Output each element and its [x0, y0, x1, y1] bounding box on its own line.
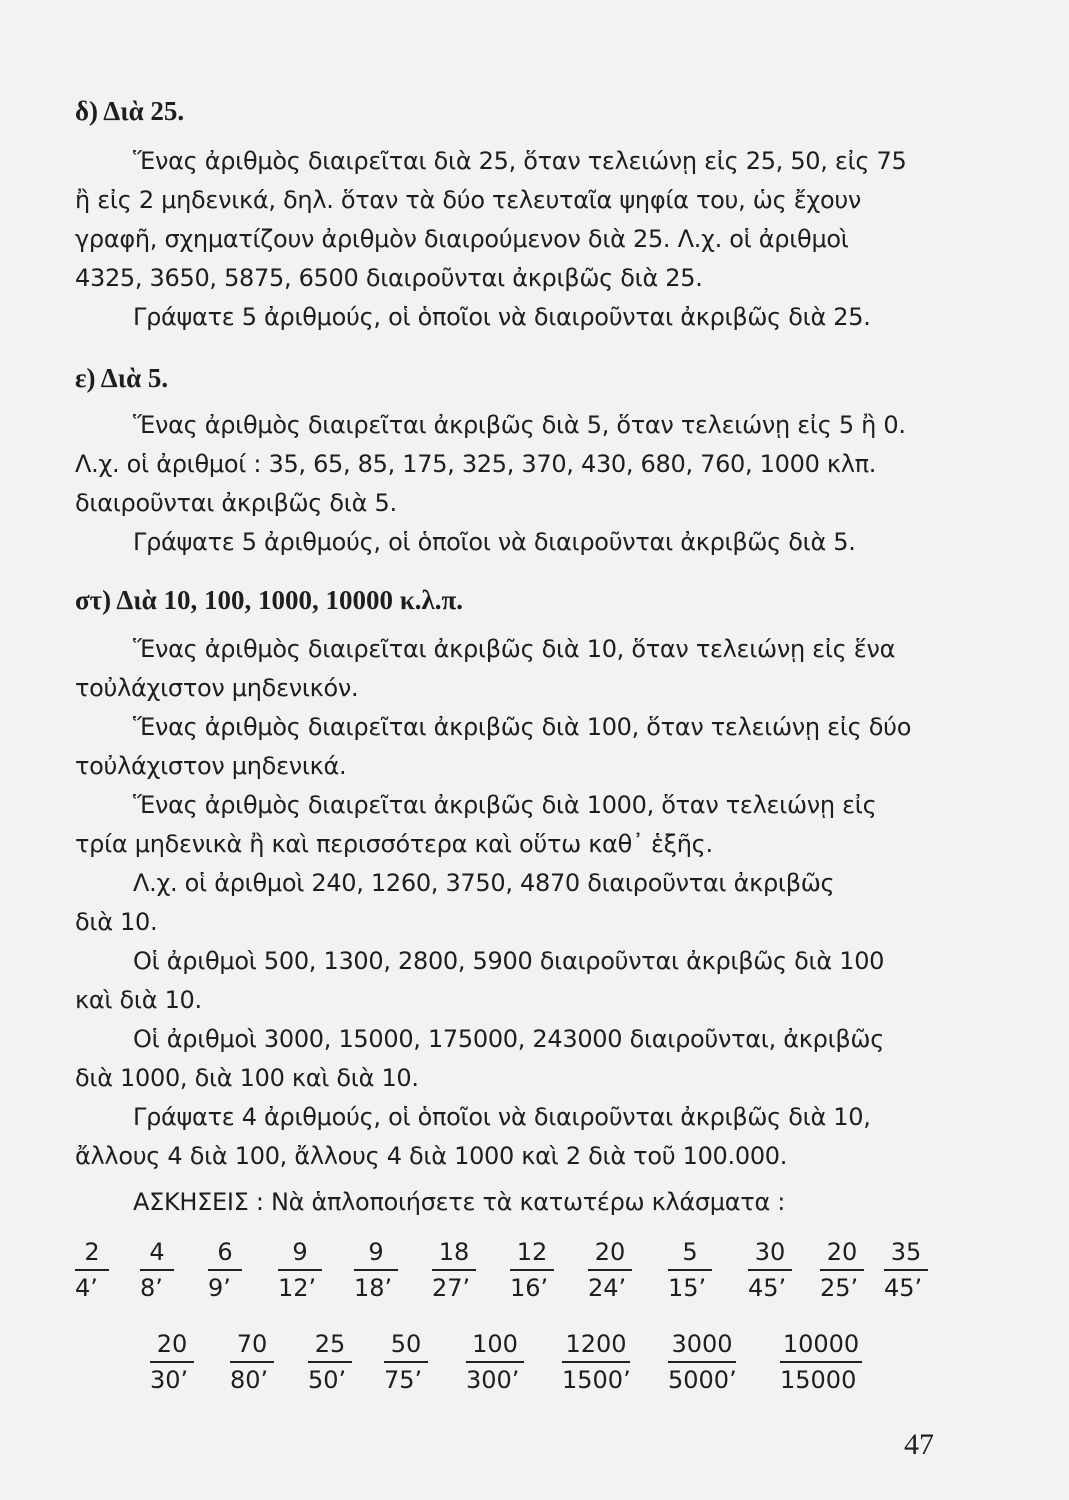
fraction [820, 1238, 864, 1302]
denominator: 45’ [748, 1273, 787, 1302]
numerator: 20 [156, 1330, 188, 1358]
denominator: 18’ [354, 1273, 393, 1302]
text-line: Ἕνας ἀριθμὸς διαιρεῖται διὰ 25, ὅταν τελειώνῃ εἰς 25, 50, εἰς 75 [133, 147, 907, 175]
exercises-block [75, 1183, 937, 1222]
text-line: Γράψατε 5 ἀριθμούς, οἱ ὁποῖοι νὰ διαιροῦνται ἀκριβῶς διὰ 25. [133, 303, 871, 331]
denominator: 12’ [278, 1273, 317, 1302]
numerator: 2 [84, 1238, 100, 1266]
text-line: Λ.χ. οἱ ἀριθμοί : 35, 65, 85, 175, 325, 370, 430, 680, 760, 1000 κλπ. [75, 450, 877, 478]
fraction-bar [562, 1361, 630, 1363]
text-line: διαιροῦνται ἀκριβῶς διὰ 5. [75, 489, 397, 517]
text-line: Λ.χ. οἱ ἀριθμοὶ 240, 1260, 3750, 4870 διαιροῦνται ἀκριβῶς [133, 869, 835, 897]
fraction-bar [432, 1269, 476, 1271]
section-paragraph-25 [75, 142, 937, 337]
numerator: 70 [236, 1330, 268, 1358]
fraction [384, 1330, 428, 1394]
numerator: 1200 [565, 1330, 627, 1358]
fraction [150, 1330, 194, 1394]
section-heading-25: δ) Διὰ 25. [75, 96, 185, 126]
text-line: Ἕνας ἀριθμὸς διαιρεῖται ἀκριβῶς διὰ 1000, ὅταν τελειώνῃ εἰς [133, 791, 877, 819]
fraction [588, 1238, 632, 1302]
denominator: 50’ [308, 1365, 347, 1394]
numerator: 4 [149, 1238, 165, 1266]
numerator: 9 [292, 1238, 308, 1266]
text-line: καὶ διὰ 10. [75, 986, 202, 1014]
fraction [884, 1238, 928, 1302]
fraction [140, 1238, 174, 1302]
denominator: 1500’ [562, 1365, 631, 1394]
denominator: 27’ [432, 1273, 471, 1302]
denominator: 4’ [75, 1273, 98, 1302]
fraction [562, 1330, 630, 1394]
fraction-bar [466, 1361, 524, 1363]
section-heading-10: στ) Διὰ 10, 100, 1000, 10000 κ.λ.π. [75, 585, 464, 615]
text-line: διὰ 1000, διὰ 100 καὶ διὰ 10. [75, 1064, 419, 1092]
numerator: 5 [682, 1238, 698, 1266]
denominator: 80’ [230, 1365, 269, 1394]
text-line: Ἕνας ἀριθμὸς διαιρεῖται ἀκριβῶς διὰ 10, ὅταν τελειώνῃ εἰς ἕνα [133, 635, 896, 663]
numerator: 25 [314, 1330, 346, 1358]
fraction [780, 1330, 862, 1394]
fraction-bar [668, 1269, 712, 1271]
numerator: 100 [472, 1330, 518, 1358]
text-line: Ἕνας ἀριθμὸς διαιρεῖται ἀκριβῶς διὰ 5, ὅταν τελειώνῃ εἰς 5 ἢ 0. [133, 411, 906, 439]
text-line: διὰ 10. [75, 908, 158, 936]
denominator: 8’ [140, 1273, 163, 1302]
denominator: 45’ [884, 1273, 923, 1302]
fraction-bar [820, 1269, 864, 1271]
section-paragraph-5 [75, 406, 937, 562]
denominator: 9’ [208, 1273, 231, 1302]
text-line: Οἱ ἀριθμοὶ 3000, 15000, 175000, 243000 διαιροῦνται, ἀκριβῶς [133, 1025, 884, 1053]
text-line: 4325, 3650, 5875, 6500 διαιροῦνται ἀκριβῶς διὰ 25. [75, 264, 703, 292]
fraction [466, 1330, 524, 1394]
denominator: 15’ [668, 1273, 707, 1302]
denominator: 24’ [588, 1273, 627, 1302]
numerator: 50 [390, 1330, 422, 1358]
fraction-bar [208, 1269, 242, 1271]
text-line: τρία μηδενικὰ ἢ καὶ περισσότερα καὶ οὕτω καθ᾿ ἑξῆς. [75, 830, 713, 858]
fraction-bar [588, 1269, 632, 1271]
fraction [75, 1238, 109, 1302]
fraction-bar [668, 1361, 736, 1363]
section-paragraph-10 [75, 630, 937, 1176]
denominator: 16’ [510, 1273, 549, 1302]
numerator: 18 [438, 1238, 470, 1266]
numerator: 6 [217, 1238, 233, 1266]
fraction-bar [884, 1269, 928, 1271]
numerator: 10000 [782, 1330, 860, 1358]
fraction-bar [75, 1269, 109, 1271]
fraction [278, 1238, 322, 1302]
fraction [308, 1330, 352, 1394]
numerator: 20 [826, 1238, 858, 1266]
text-line: Ἕνας ἀριθμὸς διαιρεῖται ἀκριβῶς διὰ 100, ὅταν τελειώνῃ εἰς δύο [133, 713, 912, 741]
numerator: 9 [368, 1238, 384, 1266]
fraction-bar [308, 1361, 352, 1363]
text-line: Γράψατε 5 ἀριθμούς, οἱ ὁποῖοι νὰ διαιροῦνται ἀκριβῶς διὰ 5. [133, 528, 856, 556]
exercises-title: ΑΣΚΗΣΕΙΣ : Νὰ ἁπλοποιήσετε τὰ κατωτέρω κλάσματα : [133, 1188, 786, 1216]
numerator: 30 [754, 1238, 786, 1266]
numerator: 3000 [671, 1330, 733, 1358]
fraction [230, 1330, 274, 1394]
denominator: 75’ [384, 1365, 423, 1394]
page-number: 47 [904, 1428, 934, 1461]
text-line: ἄλλους 4 διὰ 100, ἄλλους 4 διὰ 1000 καὶ 2 διὰ τοῦ 100.000. [75, 1142, 788, 1170]
denominator: 5000’ [668, 1365, 737, 1394]
fraction [432, 1238, 476, 1302]
text-line: Γράψατε 4 ἀριθμούς, οἱ ὁποῖοι νὰ διαιροῦνται ἀκριβῶς διὰ 10, [133, 1103, 871, 1131]
fraction [510, 1238, 554, 1302]
numerator: 35 [890, 1238, 922, 1266]
fraction-bar [278, 1269, 322, 1271]
denominator: 25’ [820, 1273, 859, 1302]
fraction-bar [150, 1361, 194, 1363]
fraction-bar [780, 1361, 862, 1363]
text-line: τοὐλάχιστον μηδενικόν. [75, 674, 359, 702]
fraction [354, 1238, 398, 1302]
fraction-bar [230, 1361, 274, 1363]
denominator: 15000 [780, 1365, 857, 1394]
fraction-bar [384, 1361, 428, 1363]
text-line: τοὐλάχιστον μηδενικά. [75, 752, 347, 780]
fraction-bar [354, 1269, 398, 1271]
denominator: 30’ [150, 1365, 189, 1394]
fraction [668, 1238, 712, 1302]
text-line: ἢ εἰς 2 μηδενικά, δηλ. ὅταν τὰ δύο τελευταῖα ψηφία του, ὡς ἔχουν [75, 186, 862, 214]
numerator: 12 [516, 1238, 548, 1266]
denominator: 300’ [466, 1365, 520, 1394]
fraction-bar [748, 1269, 792, 1271]
fraction [748, 1238, 792, 1302]
text-line: Οἱ ἀριθμοὶ 500, 1300, 2800, 5900 διαιροῦνται ἀκριβῶς διὰ 100 [133, 947, 885, 975]
fraction [668, 1330, 736, 1394]
text-line: γραφῆ, σχηματίζουν ἀριθμὸν διαιρούμενον διὰ 25. Λ.χ. οἱ ἀριθμοὶ [75, 225, 849, 253]
fraction [208, 1238, 242, 1302]
numerator: 20 [594, 1238, 626, 1266]
fraction-bar [140, 1269, 174, 1271]
section-heading-5: ε) Διὰ 5. [75, 363, 169, 393]
fraction-bar [510, 1269, 554, 1271]
